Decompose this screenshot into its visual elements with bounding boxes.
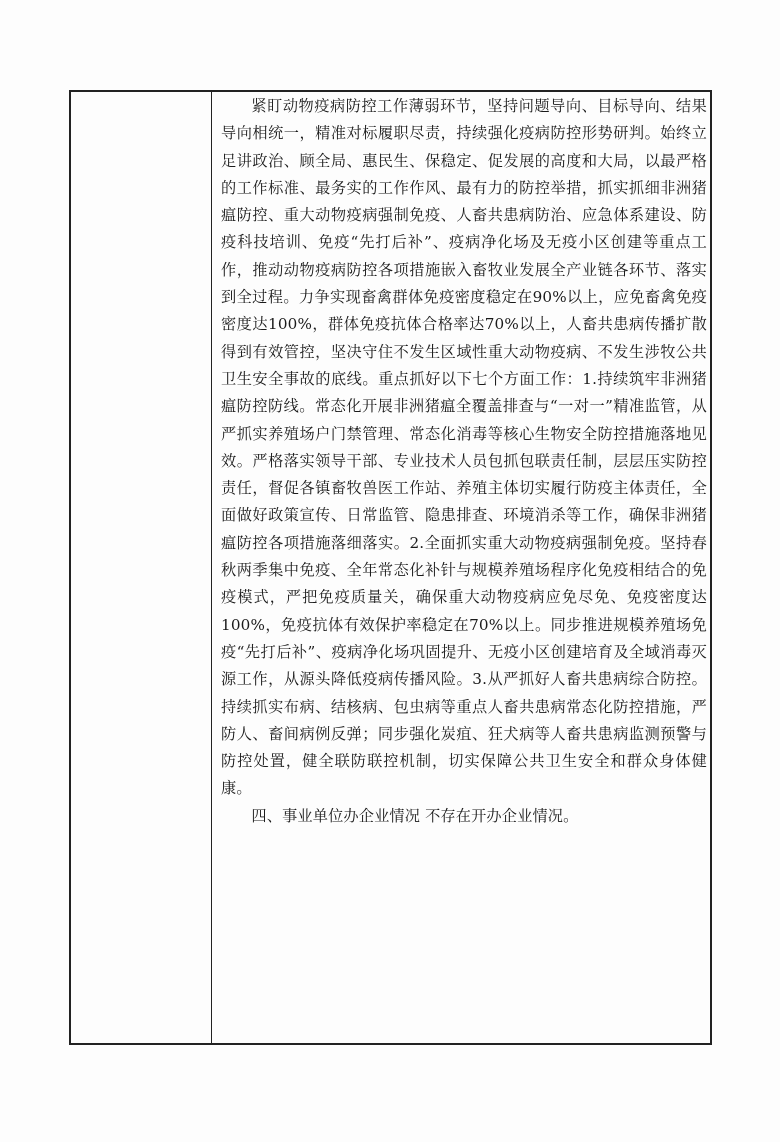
table-label-column	[71, 92, 212, 1043]
work-plan-paragraph: 紧盯动物疫病防控工作薄弱环节，坚持问题导向、目标导向、结果导向相统一，精准对标履职尽责，持续强化疫病防控形势研判。始终立足讲政治、顾全局、惠民生、保稳定、促发展的高度和大局，以最严格的工作标准、最务实的工作作风、最有力的防控举措，抓实抓细非洲猪瘟防控、重大动物疫病强制免疫、人畜共患病防治、应急体系建设、防疫科技培训、免疫“先打后补”、疫病净化场及无疫小区创建等重点工作，推动动物疫病防控各项措施嵌入畜牧业发展全产业链各环节、落实到全过程。力争实现畜禽群体免疫密度稳定在90%以上，应免畜禽免疫密度达100%，群体免疫抗体合格率达70%以上，人畜共患病传播扩散得到有效管控，坚决守住不发生区域性重大动物疫病、不发生涉牧公共卫生安全事故的底线。重点抓好以下七个方面工作：1.持续筑牢非洲猪瘟防控防线。常态化开展非洲猪瘟全覆盖排查与“一对一”精准监管，从严抓实养殖场户门禁管理、常态化消毒等核心生物安全防控措施落地见效。严格落实领导干部、专业技术人员包抓包联责任制，层层压实防控责任，督促各镇畜牧兽医工作站、养殖主体切实履行防疫主体责任，全面做好政策宣传、日常监管、隐患排查、环境消杀等工作，确保非洲猪瘟防控各项措施落细落实。2.全面抓实重大动物疫病强制免疫。坚持春秋两季集中免疫、全年常态化补针与规模养殖场程序化免疫相结合的免疫模式，严把免疫质量关，确保重大动物疫病应免尽免、免疫密度达100%，免疫抗体有效保护率稳定在70%以上。同步推进规模养殖场免疫“先打后补”、疫病净化场巩固提升、无疫小区创建培育及全域消毒灭源工作，从源头降低疫病传播风险。3.从严抓好人畜共患病综合防控。持续抓实布病、结核病、包虫病等重点人畜共患病常态化防控措施，严防人、畜间病例反弹；同步强化炭疽、狂犬病等人畜共患病监测预警与防控处置，健全联防联控机制，切实保障公共卫生安全和群众身体健康。	[221, 97, 707, 798]
table-content-cell	[221, 93, 707, 830]
form-table	[69, 90, 712, 1045]
enterprise-status-paragraph: 四、事业单位办企业情况 不存在开办企业情况。	[251, 806, 579, 825]
